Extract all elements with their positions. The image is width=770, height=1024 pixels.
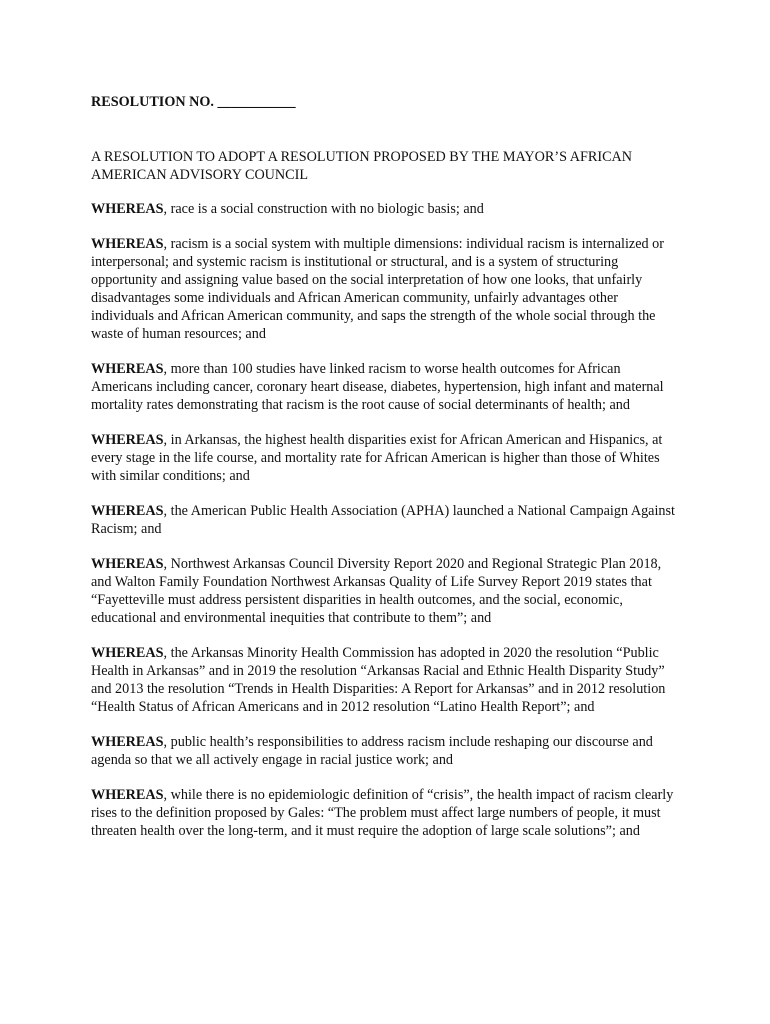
whereas-keyword: WHEREAS xyxy=(91,787,164,803)
whereas-paragraph xyxy=(91,200,681,218)
whereas-keyword: WHEREAS xyxy=(91,361,164,377)
whereas-text: , in Arkansas, the highest health disparities exist for African American and Hispanics, at every stage in the life course, and mortality rate for African American is higher than those of Whites with similar conditions; and xyxy=(91,432,663,484)
whereas-paragraph xyxy=(91,360,681,414)
whereas-paragraph xyxy=(91,431,681,485)
whereas-text: , race is a social construction with no biologic basis; and xyxy=(163,201,484,217)
whereas-keyword: WHEREAS xyxy=(91,201,164,217)
whereas-paragraph xyxy=(91,733,681,769)
whereas-keyword: WHEREAS xyxy=(91,236,164,252)
whereas-keyword: WHEREAS xyxy=(91,734,164,750)
whereas-paragraph xyxy=(91,644,681,716)
whereas-text: , Northwest Arkansas Council Diversity Report 2020 and Regional Strategic Plan 2018, and Walton Family Foundation Northwest Arkansas Quality of Life Survey Report 2019 states that “Fayetteville must address persistent disparities in health outcomes, and the social, economic, educational and environmental inequities that contribute to them”; and xyxy=(91,556,662,626)
whereas-keyword: WHEREAS xyxy=(91,503,164,519)
whereas-text: , while there is no epidemiologic definition of “crisis”, the health impact of racism clearly rises to the definition proposed by Gales: “The problem must affect large numbers of people, it must threaten health over the long-term, and it must require the adoption of large scale solutions”; and xyxy=(91,787,674,839)
whereas-clauses xyxy=(91,200,681,840)
whereas-text: , racism is a social system with multiple dimensions: individual racism is internalized or interpersonal; and systemic racism is institutional or structural, and is a system of structuring opportunity and assigning value based on the social interpretation of how one looks, that unfairly disadvantages some individuals and African American community, unfairly advantages other individuals and African American community, and saps the strength of the whole social through the waste of human resources; and xyxy=(91,236,664,342)
whereas-paragraph xyxy=(91,555,681,627)
whereas-text: , the Arkansas Minority Health Commission has adopted in 2020 the resolution “Public Health in Arkansas” and in 2019 the resolution “Arkansas Racial and Ethnic Health Disparity Study” and 2013 the resolution “Trends in Health Disparities: A Report for Arkansas” and in 2012 resolution “Health Status of African Americans and in 2012 resolution “Latino Health Report”; and xyxy=(91,645,666,715)
whereas-text: , public health’s responsibilities to address racism include reshaping our discourse and agenda so that we all actively engage in racial justice work; and xyxy=(91,734,653,768)
resolution-title: A RESOLUTION TO ADOPT A RESOLUTION PROPOSED BY THE MAYOR’S AFRICAN AMERICAN ADVISORY COUNCIL xyxy=(91,149,633,183)
whereas-text: , more than 100 studies have linked racism to worse health outcomes for African Americans including cancer, coronary heart disease, diabetes, hypertension, high infant and maternal mortality rates demonstrating that racism is the root cause of social determinants of health; and xyxy=(91,361,664,413)
whereas-keyword: WHEREAS xyxy=(91,645,164,661)
document-body xyxy=(91,93,681,857)
whereas-paragraph xyxy=(91,502,681,538)
whereas-paragraph xyxy=(91,786,681,840)
resolution-number: RESOLUTION NO. ___________ xyxy=(91,94,296,110)
whereas-text: , the American Public Health Association (APHA) launched a National Campaign Against Racism; and xyxy=(91,503,675,537)
whereas-keyword: WHEREAS xyxy=(91,432,164,448)
whereas-keyword: WHEREAS xyxy=(91,556,164,572)
whereas-paragraph xyxy=(91,235,681,343)
